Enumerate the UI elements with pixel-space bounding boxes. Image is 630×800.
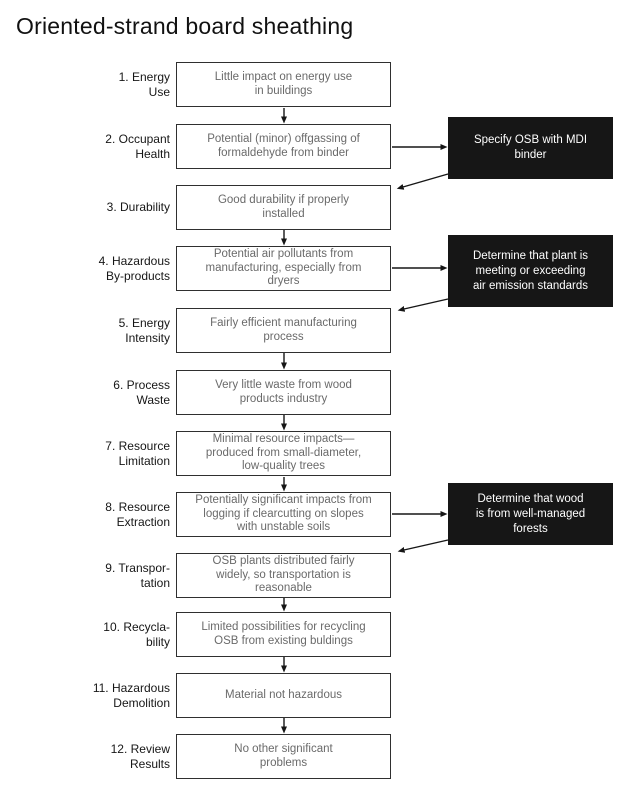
assessment-box-durability: [176, 185, 391, 230]
assessment-line: Little impact on energy use: [214, 71, 353, 83]
row-label-resource-limitation: [14, 431, 170, 476]
action-line: binder: [514, 149, 547, 161]
row-label-line: tation: [140, 575, 170, 590]
assessment-line: Potential air pollutants from: [213, 248, 354, 261]
assessment-box-hazardous-by-products: [176, 246, 391, 291]
row-label-resource-extraction: [14, 492, 170, 537]
action-line: meeting or exceeding: [475, 264, 586, 277]
assessment-line: No other significant: [234, 743, 333, 755]
row-label-transportation: [14, 553, 170, 598]
row-label-line: 9. Transpor-: [105, 561, 170, 575]
arrow-action3-to-step9: [404, 540, 448, 550]
assessment-box-transportation: [176, 553, 391, 598]
action-line: air emission standards: [472, 279, 589, 292]
row-label-occupant-health: [14, 124, 170, 169]
row-label-line: Extraction: [116, 514, 170, 529]
row-label-line: By-products: [105, 268, 170, 283]
page-title: Oriented-strand board sheathing: [16, 13, 354, 39]
row-label-energy-intensity: [14, 308, 170, 353]
assessment-box-recyclability: [176, 612, 391, 657]
assessment-line: Material not hazardous: [225, 688, 342, 701]
assessment-line: installed: [262, 207, 305, 220]
assessment-line: Fairly efficient manufacturing: [210, 317, 357, 329]
row-label-line: Intensity: [125, 330, 170, 345]
action-line: Determine that wood: [477, 492, 584, 505]
action-box-well-managed-forests: [448, 483, 613, 545]
assessment-box-process-waste: [176, 370, 391, 415]
row-label-hazardous-demolition: [14, 673, 170, 718]
assessment-line: products industry: [239, 392, 328, 405]
assessment-line: low-quality trees: [241, 460, 326, 473]
row-label-line: 5. Energy: [118, 316, 170, 330]
action-line: Determine that plant is: [472, 249, 589, 262]
row-label-line: 7. Resource: [105, 439, 170, 453]
row-label-line: 11. Hazardous: [92, 681, 170, 695]
row-label-line: 1. Energy: [118, 70, 170, 84]
arrow-action2-to-step5: [404, 299, 448, 309]
assessment-line: OSB from existing buldings: [214, 634, 353, 647]
row-label-line: 8. Resource: [105, 500, 170, 514]
action-line: Specify OSB with MDI: [473, 134, 588, 146]
assessment-line: formaldehyde from binder: [217, 146, 350, 159]
assessment-box-review-results: [176, 734, 391, 779]
row-label-line: Results: [129, 756, 170, 771]
row-label-recyclability: [14, 612, 170, 657]
assessment-line: Minimal resource impacts—: [212, 433, 355, 446]
assessment-line: widely, so transportation is: [216, 568, 351, 581]
assessment-line: reasonable: [255, 582, 312, 595]
row-label-durability: [14, 185, 170, 230]
row-label-line: 6. Process: [113, 378, 170, 392]
row-label-energy-use: [14, 62, 170, 107]
assessment-line: Very little waste from wood: [215, 379, 352, 391]
row-label-review-results: [14, 734, 170, 779]
assessment-line: problems: [259, 756, 308, 769]
action-line: is from well-managed: [475, 507, 586, 520]
arrow-action1-to-step3: [403, 174, 448, 187]
assessment-box-resource-extraction: [176, 492, 391, 537]
assessment-line: logging if clearcutting on slopes: [203, 507, 364, 520]
assessment-line: Good durability if properly: [217, 194, 350, 206]
assessment-line: produced from small-diameter,: [205, 446, 362, 459]
assessment-line: dryers: [267, 275, 300, 288]
row-label-line: Demolition: [113, 695, 170, 710]
assessment-line: Limited possibilities for recycling: [201, 621, 366, 633]
action-line: forests: [513, 522, 548, 535]
assessment-line: OSB plants distributed fairly: [212, 555, 355, 568]
assessment-box-energy-use: [176, 62, 391, 107]
assessment-box-resource-limitation: [176, 431, 391, 476]
action-box-specify-mdi-binder: [448, 117, 613, 179]
row-label-line: 12. Review: [110, 742, 170, 756]
row-label-line: 10. Recycla-: [103, 620, 170, 634]
row-label-line: 3. Durability: [106, 200, 170, 215]
row-label-process-waste: [14, 370, 170, 415]
assessment-box-hazardous-demolition: [176, 673, 391, 718]
assessment-line: with unstable soils: [236, 521, 331, 534]
row-label-line: Health: [135, 146, 170, 161]
assessment-line: manufacturing, especially from: [205, 261, 362, 274]
row-label-line: 2. Occupant: [105, 132, 170, 146]
assessment-line: Potentially significant impacts from: [195, 494, 372, 507]
row-label-line: Waste: [136, 392, 170, 407]
action-box-air-emission-standards: [448, 235, 613, 307]
assessment-line: in buildings: [254, 84, 313, 97]
assessment-line: Potential (minor) offgassing of: [207, 133, 360, 145]
row-label-line: bility: [145, 634, 170, 649]
row-label-hazardous-by-products: [14, 246, 170, 291]
row-label-line: Use: [148, 84, 170, 99]
assessment-line: process: [263, 330, 304, 343]
assessment-box-energy-intensity: [176, 308, 391, 353]
assessment-box-occupant-health: [176, 124, 391, 169]
row-label-line: Limitation: [118, 453, 170, 468]
row-label-line: 4. Hazardous: [98, 254, 170, 268]
